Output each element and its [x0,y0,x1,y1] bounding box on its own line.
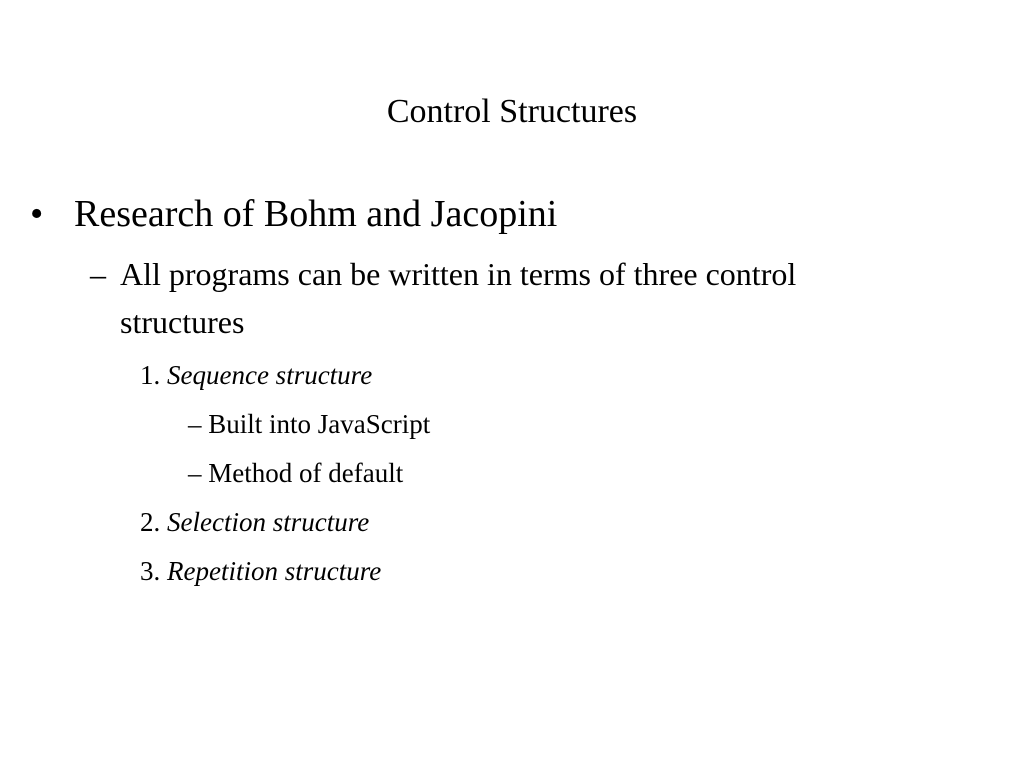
item-number: 2. [140,507,161,537]
item-text: Sequence structure [167,360,373,390]
item-text: Selection structure [167,507,370,537]
slide-title: Control Structures [386,93,638,130]
detail-marker: – [188,409,202,439]
detail-text: Built into JavaScript [208,409,431,439]
item-text: Repetition structure [167,556,382,586]
numbered-item [140,358,372,392]
item-number: 1. [140,360,161,390]
bullet-marker: • [30,193,44,235]
bullet-text: Research of Bohm and Jacopini [74,193,558,235]
sub-bullet-marker: – [90,256,106,292]
numbered-item [140,505,369,539]
detail-item [188,456,403,490]
sub-bullet-text-line2: structures [120,304,245,340]
sub-bullet-text-line1: All programs can be written in terms of three control [120,256,797,292]
detail-marker: – [188,458,202,488]
detail-item [188,407,430,441]
detail-text: Method of default [208,458,404,488]
numbered-item [140,554,381,588]
item-number: 3. [140,556,161,586]
